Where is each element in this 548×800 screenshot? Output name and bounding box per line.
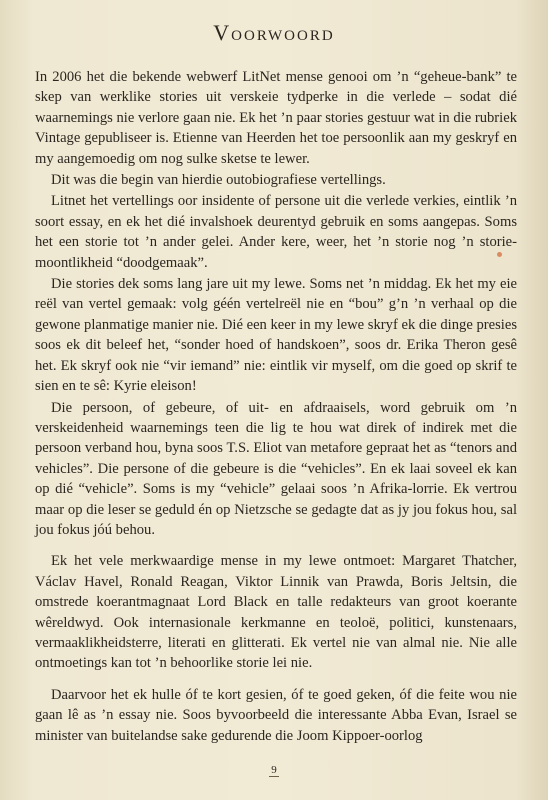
page-number bbox=[0, 764, 548, 776]
paragraph: Daarvoor het ek hulle óf te kort gesien, óf te goed geken, óf die feite wou nie gaan lê as ’n essay nie. Soos byvoorbeeld die interessante Abba Evan, Israel se minister van buitelandse sake gedurende die Joom Kippoer-oorlog bbox=[35, 686, 517, 744]
paragraph: In 2006 het die bekende webwerf LitNet mense genooi om ’n “geheue-bank” te skep van werklike stories uit verskeie tydperke in die verlede – sodat dié waarnemings nie verlore gaan nie. Ek het ’n paar stories gestuur wat in die rubriek Vintage gepubliseer is. Etienne van Heerden het toe persoonlik aan my geskryf en my aangemoedig om nog sulke sketse te lewer. bbox=[35, 69, 517, 167]
paragraph: Dit was die begin van hierdie outobiografiese vertellings. bbox=[51, 172, 386, 189]
paragraph: Litnet het vertellings oor insidente of persone uit die verlede verkies, eintlik ’n soort essay, en ek het dié invalshoek deurentyd gebruik en soms aangepas. Soms het een storie tot ’n ander gelei. Ander kere, weer, het ’n storie nog ’n storie-moontlikheid “doodgemaak”. bbox=[35, 193, 517, 271]
body-text bbox=[35, 67, 517, 746]
chapter-title: Voorwoord bbox=[213, 20, 335, 45]
paragraph: Ek het vele merkwaardige mense in my lewe ontmoet: Margaret Thatcher, Václav Havel, Ronald Reagan, Viktor Linnik van Prawda, Boris Jeltsin, die omstrede koerantmagnaat Lord Black en talle redakteurs van groot koerante wêreldwyd. Ook internasionale kerkmanne en teoloë, politici, kunstenaars, vermaaklikheidsterre, literati en glitterati. Ek vertel nie van almal nie. Nie alle ontmoetings kan tot ’n behoorlike storie lei nie. bbox=[35, 553, 517, 672]
paragraph: Die stories dek soms lang jare uit my lewe. Soms net ’n middag. Ek het my eie reël van vertel gemaak: volg géén vertelreël nie en “bou” g’n ’n verhaal op die gewone planmatige manier nie. Dié een keer in my lewe skryf ek die dinge presies soos ek dit beleef het, “sonder hoed of handskoen”, soos dr. Erika Theron gesê het. Ek skryf ook nie “vir iemand” nie: eintlik vir myself, om die goed op skrif te sien en te sê: Kyrie eleison! bbox=[35, 276, 517, 395]
page-number-text: 9 bbox=[271, 764, 277, 776]
paragraph: Die persoon, of gebeure, of uit- en afdraaisels, word gebruik om ’n verskeidenheid waarnemings teen die lig te hou wat direk of indirek met die persoon verband hou, byna soos T.S. Eliot van metafore gepraat het as “tenors and vehicles”. Die persone of die gebeure is die “vehicles”. En ek laai soveel ek kan op dié “vehicle”. Soms is my “vehicle” gelaai soos ’n Afrika-lorrie. Ek vertrou maar op die leser se geduld én op Nietzsche se gedagte dat as jy jou fokus hou, sal jou fokus jóú behou. bbox=[35, 399, 517, 538]
